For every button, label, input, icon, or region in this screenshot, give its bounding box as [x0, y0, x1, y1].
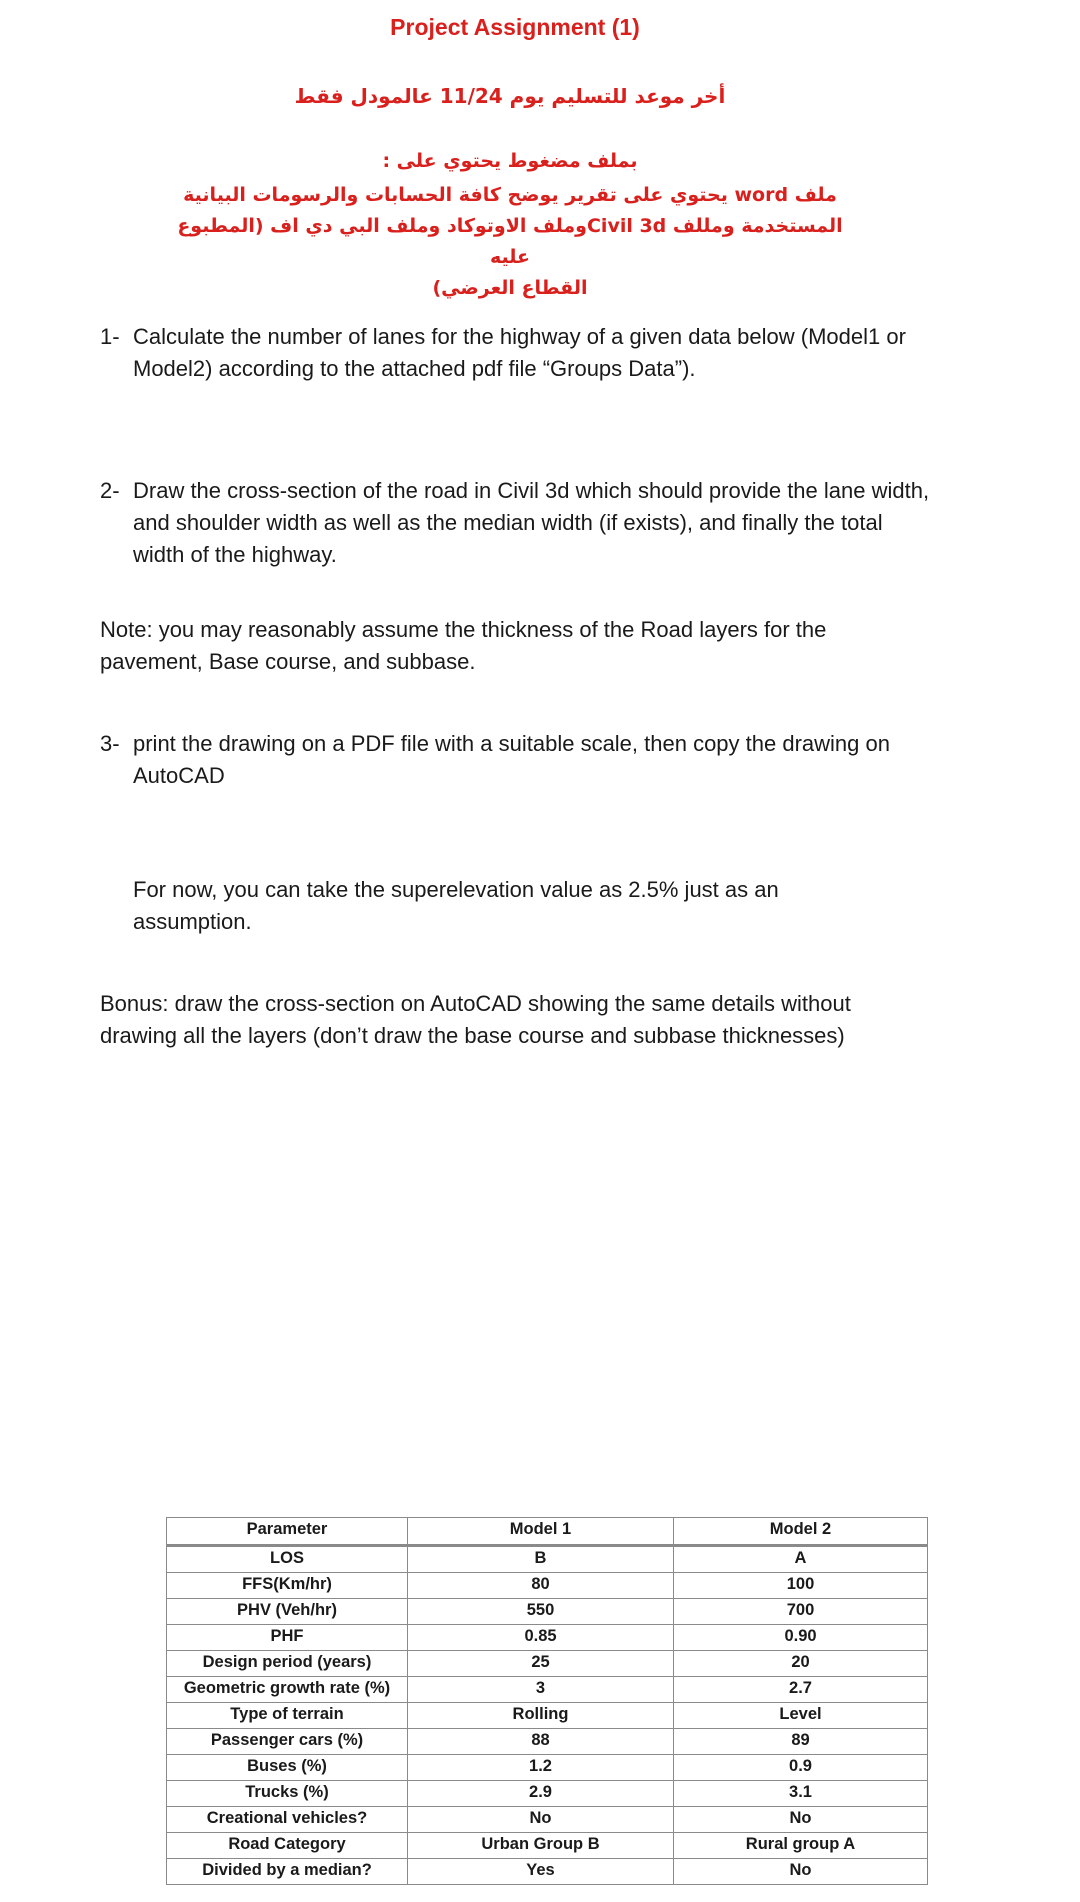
model-1-cell: 3: [408, 1677, 674, 1703]
table-row: [167, 1573, 928, 1599]
model-2-cell: 100: [674, 1573, 928, 1599]
file-details-line-2: المستخدمة ومللف Civil 3dوملف الاوتوكاد وملف البي دي اف (المطبوع عليه: [177, 215, 843, 268]
model-1-cell: Rolling: [408, 1703, 674, 1729]
param-cell: Creational vehicles?: [167, 1807, 408, 1833]
model-1-cell: 550: [408, 1599, 674, 1625]
model-1-cell: 1.2: [408, 1755, 674, 1781]
layers-note: Note: you may reasonably assume the thickness of the Road layers for the pavement, Base course, and subbase.: [100, 617, 827, 674]
task-3-number: 3-: [100, 731, 120, 756]
task-2-number: 2-: [100, 478, 120, 503]
table-row: [167, 1859, 928, 1885]
model-2-cell: 0.9: [674, 1755, 928, 1781]
model-1-cell: Yes: [408, 1859, 674, 1885]
model-2-cell: 2.7: [674, 1677, 928, 1703]
table-row: [167, 1781, 928, 1807]
model-2-cell: Rural group A: [674, 1833, 928, 1859]
table-row: [167, 1729, 928, 1755]
model-2-cell: 0.90: [674, 1625, 928, 1651]
model-1-cell: 2.9: [408, 1781, 674, 1807]
superelevation-note: For now, you can take the superelevation value as 2.5% just as an assumption.: [133, 877, 779, 934]
task-1: [100, 321, 940, 385]
task-1-text: Calculate the number of lanes for the highway of a given data below (Model1 or Model2) according to the attached pdf file “Groups Data”).: [133, 324, 906, 381]
param-cell: PHV (Veh/hr): [167, 1599, 408, 1625]
table-row: [167, 1599, 928, 1625]
table-row: [167, 1677, 928, 1703]
model-2-cell: Level: [674, 1703, 928, 1729]
file-details-line-3: القطاع العرضي): [432, 277, 588, 299]
model-2-cell: 700: [674, 1599, 928, 1625]
model-2-cell: 3.1: [674, 1781, 928, 1807]
model-1-cell: 0.85: [408, 1625, 674, 1651]
task-3-text: print the drawing on a PDF file with a suitable scale, then copy the drawing on AutoCAD: [133, 731, 890, 788]
model-2-cell: 20: [674, 1651, 928, 1677]
task-2: [100, 475, 940, 571]
task-1-number: 1-: [100, 324, 120, 349]
model-2-cell: A: [674, 1546, 928, 1573]
model-1-cell: 80: [408, 1573, 674, 1599]
param-cell: Buses (%): [167, 1755, 408, 1781]
table-row: [167, 1546, 928, 1573]
model-2-cell: 89: [674, 1729, 928, 1755]
header-model-2: Model 2: [674, 1518, 928, 1546]
param-cell: Design period (years): [167, 1651, 408, 1677]
table-row: [167, 1755, 928, 1781]
model-1-cell: B: [408, 1546, 674, 1573]
table-row: [167, 1833, 928, 1859]
page-title: Project Assignment (1): [390, 14, 640, 40]
model-1-cell: Urban Group B: [408, 1833, 674, 1859]
bonus-note: Bonus: draw the cross-section on AutoCAD showing the same details without drawing all the layers (don’t draw the base course and subbase thicknesses): [100, 991, 851, 1048]
param-cell: Geometric growth rate (%): [167, 1677, 408, 1703]
table-row: [167, 1703, 928, 1729]
header-model-1: Model 1: [408, 1518, 674, 1546]
table-row: [167, 1651, 928, 1677]
table-header-row: [167, 1518, 928, 1546]
param-cell: Passenger cars (%): [167, 1729, 408, 1755]
file-details: [160, 180, 860, 304]
task-3: [100, 728, 940, 792]
model-1-cell: No: [408, 1807, 674, 1833]
models-data-table: [166, 1517, 928, 1885]
model-1-cell: 25: [408, 1651, 674, 1677]
param-cell: Divided by a median?: [167, 1859, 408, 1885]
param-cell: Type of terrain: [167, 1703, 408, 1729]
header-parameter: Parameter: [167, 1518, 408, 1546]
model-2-cell: No: [674, 1859, 928, 1885]
table-row: [167, 1807, 928, 1833]
param-cell: PHF: [167, 1625, 408, 1651]
deadline-note: أخر موعد للتسليم يوم 11/24 عالمودل فقط: [294, 84, 726, 108]
model-1-cell: 88: [408, 1729, 674, 1755]
task-2-text: Draw the cross-section of the road in Civil 3d which should provide the lane width, and shoulder width as well as the median width (if exists), and finally the total width of the highway.: [133, 478, 930, 567]
param-cell: FFS(Km/hr): [167, 1573, 408, 1599]
file-header: بملف مضغوط يحتوي على :: [382, 150, 638, 172]
file-details-line-1: ملف word يحتوي على تقرير يوضح كافة الحسابات والرسومات البيانية: [183, 184, 837, 206]
table-row: [167, 1625, 928, 1651]
param-cell: Road Category: [167, 1833, 408, 1859]
param-cell: LOS: [167, 1546, 408, 1573]
param-cell: Trucks (%): [167, 1781, 408, 1807]
model-2-cell: No: [674, 1807, 928, 1833]
